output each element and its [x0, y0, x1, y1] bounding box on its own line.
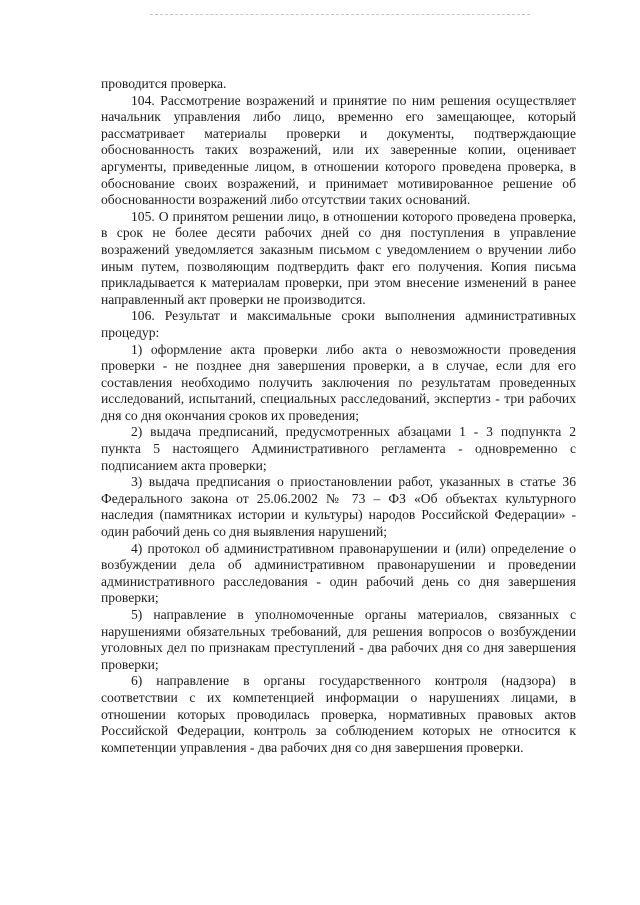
paragraph-continuation: проводится проверка. [101, 76, 227, 91]
list-item-5: 5) направление в уполномоченные органы материалов, связанных с нарушениями обязательных требований, для решения вопросов о возбуждении уголовных дел по признакам преступлений - два рабочих дня со дня завершения проверки; [101, 607, 576, 672]
scan-edge-line [150, 14, 530, 15]
list-item-3: 3) выдача предписания о приостановлении работ, указанных в статье 36 Федерального закона от 25.06.2002 № 73 – ФЗ «Об объектах культурного наследия (памятниках истории и культуры) народов Российской Федерации» - один рабочий день со дня выявления нарушений; [101, 474, 576, 540]
list-item-1: 1) оформление акта проверки либо акта о невозможности проведения проверки - не позднее дня завершения проверки, а в случае, если для его составления необходимо получить заключения по результатам проведенных исследований, испытаний, специальных расследований, экспертиз - три рабочих дня со дня окончания сроков их проведения; [101, 341, 576, 423]
paragraph-105: 105. О принятом решении лицо, в отношении которого проведена проверка, в срок не более десяти рабочих дней со дня поступления в управление возражений уведомляется заказным письмом с уведомлением о вручении либо иным путем, позволяющим подтвердить факт его получения. Копия письма прикладывается к материалам проверки, при этом внесение изменений в ранее направленный акт проверки не производится. [101, 208, 576, 307]
list-item-6: 6) направление в органы государственного контроля (надзора) в соответствии с их компетенцией информации о нарушениях лицами, в отношении которых проводилась проверка, нормативных правовых актов Российской Федерации, контроль за соблюдением которых не относится к компетенции управления - два рабочих дня со дня завершения проверки. [101, 673, 576, 755]
paragraph-104: 104. Рассмотрение возражений и принятие по ним решения осуществляет начальник управления либо лицо, временно его замещающее, который рассматривает материалы проверки и документы, подтверждающие обоснованность таких возражений, или их заверенные копии, оценивает аргументы, приведенные лицом, в отношении которого проведена проверка, в обоснование своих возражений, и принимает мотивированное решение об обоснованности возражений либо отсутствии таких оснований. [101, 92, 576, 208]
list-item-2: 2) выдача предписаний, предусмотренных абзацами 1 - 3 подпункта 2 пункта 5 настоящего Административного регламента - одновременно с подписанием акта проверки; [101, 424, 576, 473]
paragraph-106: 106. Результат и максимальные сроки выполнения административных процедур: [101, 308, 576, 340]
list-item-4: 4) протокол об административном правонарушении и (или) определение о возбуждении дела об административном правонарушении и проведении административного расследования - один рабочий день со дня завершения проверки; [101, 540, 576, 606]
